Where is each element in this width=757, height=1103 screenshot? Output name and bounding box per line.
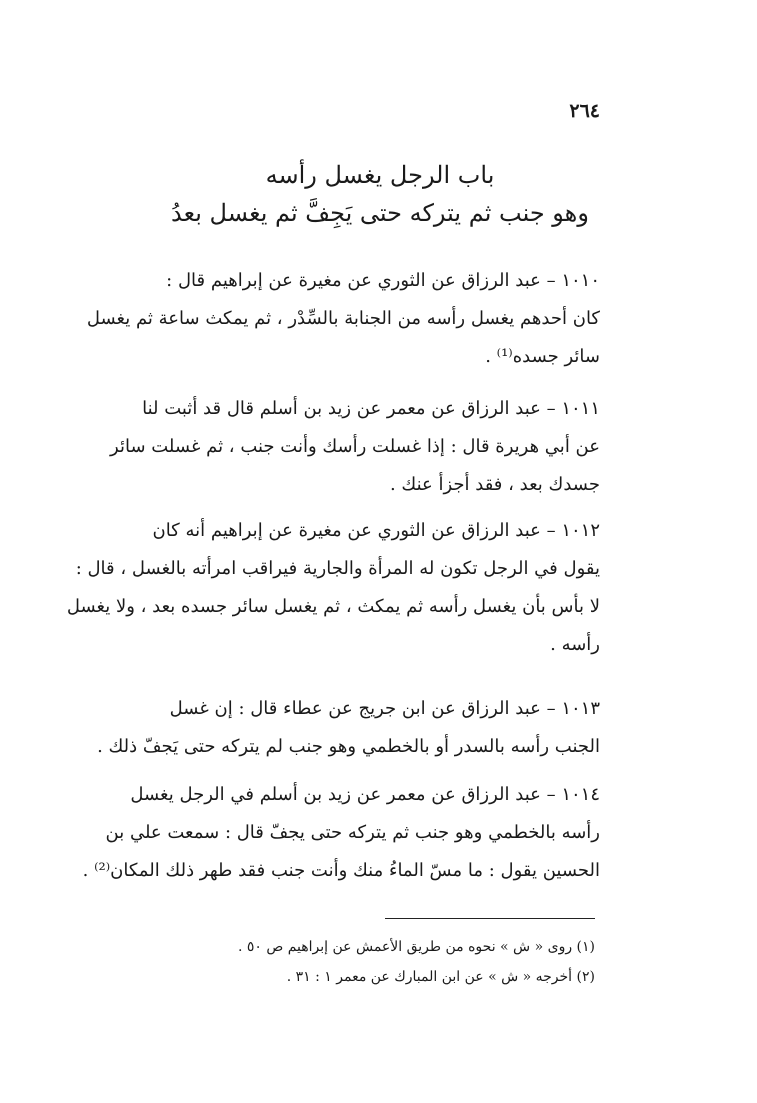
footnotes bbox=[150, 932, 595, 992]
entry-line: رأسه . bbox=[550, 634, 600, 655]
entry-line: جسدك بعد ، فقد أجزأ عنك . bbox=[389, 474, 600, 495]
entry-line: ١٠١٢ – عبد الرزاق عن الثوري عن مغيرة عن إبراهيم أنه كان bbox=[152, 520, 600, 541]
entry-line: ١٠١٣ – عبد الرزاق عن ابن جريج عن عطاء قال : إن غسل bbox=[169, 698, 600, 719]
footnote-2: (٢) أخرجه « ش » عن ابن المبارك عن معمر ١ : ٣١ . bbox=[286, 969, 595, 985]
entry-line: يقول في الرجل تكون له المرأة والجارية فيراقب امرأته بالغسل ، قال : bbox=[75, 558, 600, 579]
hadith-entry-1012 bbox=[65, 512, 600, 664]
footnote-1: (١) روى « ش » نحوه من طريق الأعمش عن إبراهيم ص ٥٠ . bbox=[237, 939, 595, 955]
hadith-entry-1011 bbox=[65, 390, 600, 504]
hadith-entry-1010 bbox=[65, 262, 600, 376]
entry-line: كان أحدهم يغسل رأسه من الجنابة بالسِّدْر ، ثم يمكث ساعة ثم يغسل bbox=[86, 308, 600, 329]
entry-line: الجنب رأسه بالسدر أو بالخطمي وهو جنب لم يتركه حتى يَجفّ ذلك . bbox=[97, 736, 600, 757]
entry-line: لا بأس بأن يغسل رأسه ثم يمكث ، ثم يغسل سائر جسده بعد ، ولا يغسل bbox=[66, 596, 600, 617]
entry-line: ١٠١٠ – عبد الرزاق عن الثوري عن مغيرة عن إبراهيم قال : bbox=[166, 270, 600, 291]
entry-line: الحسين يقول : ما مسّ الماءُ منك وأنت جنب فقد طهر ذلك المكان⁽²⁾ . bbox=[82, 860, 600, 881]
entry-line: رأسه بالخطمي وهو جنب ثم يتركه حتى يجفّ قال : سمعت علي بن bbox=[105, 822, 600, 843]
entry-line: ١٠١١ – عبد الرزاق عن معمر عن زيد بن أسلم قال قد أثبت لنا bbox=[142, 398, 600, 419]
entry-line: عن أبي هريرة قال : إذا غسلت رأسك وأنت جنب ، ثم غسلت سائر bbox=[110, 436, 600, 457]
page-number: ٢٦٤ bbox=[569, 100, 600, 122]
chapter-subtitle: وهو جنب ثم يتركه حتى يَجِفَّ ثم يغسل بعدُ bbox=[171, 199, 589, 227]
hadith-entry-1014 bbox=[65, 776, 600, 890]
hadith-entry-1013 bbox=[65, 690, 600, 766]
entry-line: ١٠١٤ – عبد الرزاق عن معمر عن زيد بن أسلم في الرجل يغسل bbox=[130, 784, 600, 805]
footnote-divider bbox=[385, 918, 595, 919]
chapter-title: باب الرجل يغسل رأسه bbox=[265, 161, 495, 189]
entry-line: سائر جسده⁽¹⁾ . bbox=[485, 346, 600, 367]
